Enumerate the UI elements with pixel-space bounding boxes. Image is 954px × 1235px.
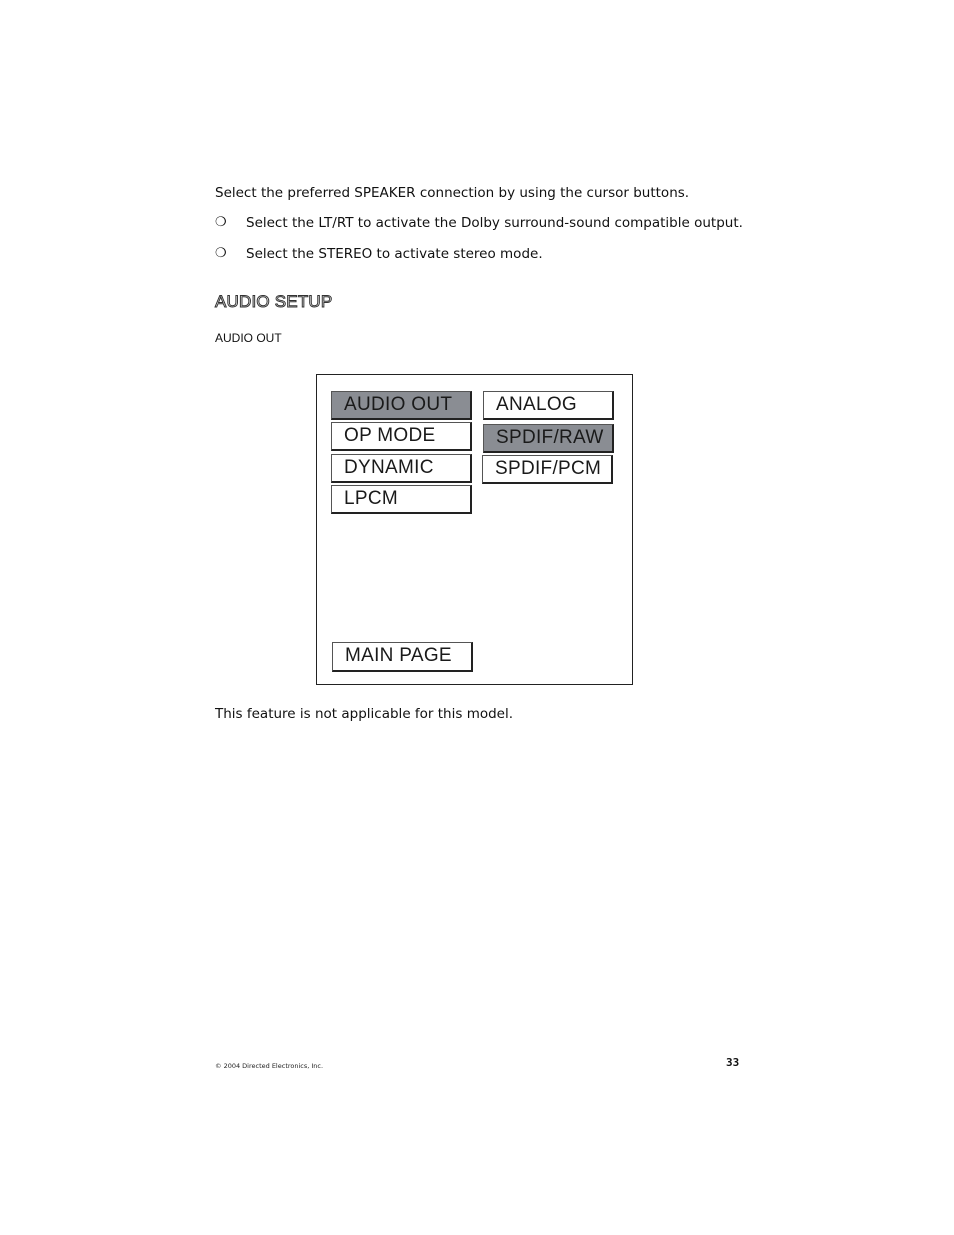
bullet-icon: ❍ [215, 246, 227, 261]
section-title: AUDIO SETUP [215, 292, 333, 311]
option-spdif-raw[interactable]: SPDIF/RAW [483, 424, 614, 453]
main-page-button[interactable]: MAIN PAGE [332, 642, 473, 672]
menu-item-op-mode[interactable]: OP MODE [331, 422, 472, 451]
copyright: © 2004 Directed Electronics, Inc. [215, 1062, 324, 1070]
section-subtitle: AUDIO OUT [215, 331, 282, 345]
audio-setup-menu [316, 374, 633, 685]
menu-item-lpcm[interactable]: LPCM [331, 485, 472, 514]
speaker-instruction: Select the preferred SPEAKER connection by using the cursor buttons. [215, 185, 690, 201]
option-spdif-pcm[interactable]: SPDIF/PCM [482, 455, 613, 484]
page-number: 33 [726, 1056, 740, 1069]
menu-item-audio-out[interactable]: AUDIO OUT [331, 391, 472, 420]
bullet-text-ltrt: Select the LT/RT to activate the Dolby surround-sound compatible output. [246, 215, 743, 231]
option-analog[interactable]: ANALOG [483, 391, 614, 420]
not-applicable-note: This feature is not applicable for this model. [215, 706, 514, 722]
bullet-text-stereo: Select the STEREO to activate stereo mode. [246, 246, 543, 262]
menu-item-dynamic[interactable]: DYNAMIC [331, 454, 472, 483]
bullet-icon: ❍ [215, 215, 227, 230]
